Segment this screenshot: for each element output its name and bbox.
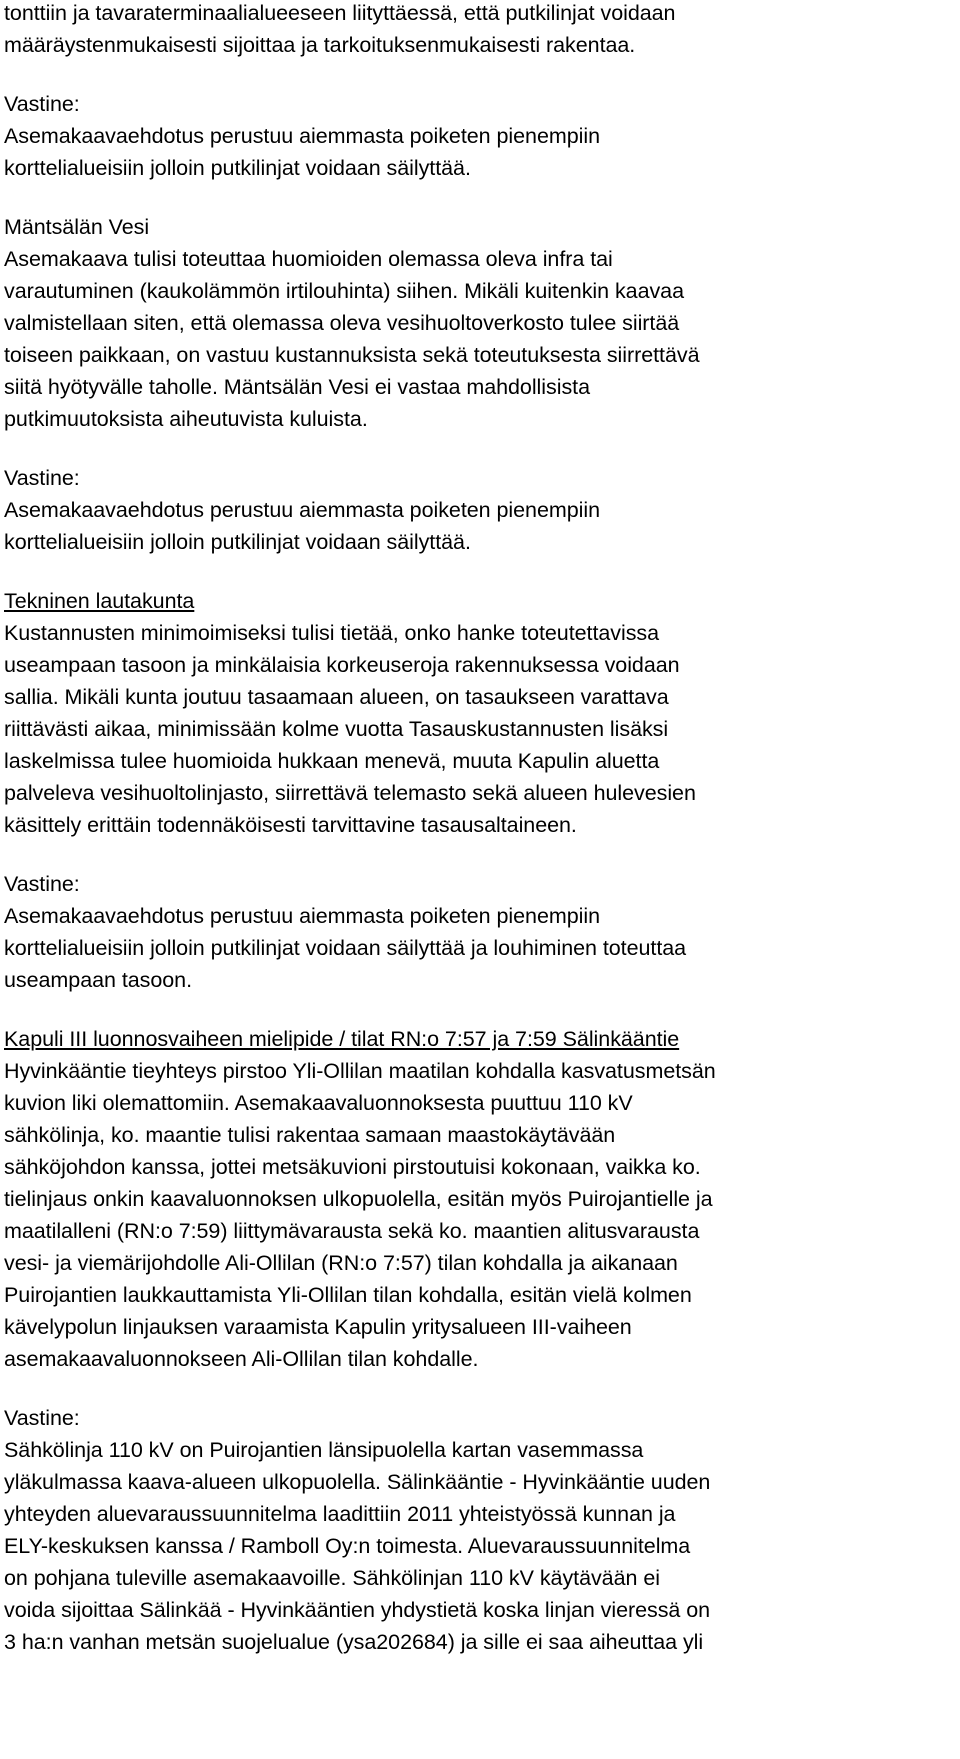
text-line: sallia. Mikäli kunta joutuu tasaamaan alueen, on tasaukseen varattava [4,685,669,709]
text-line: sähkölinja, ko. maantie tulisi rakentaa samaan maastokäytävään [4,1123,616,1147]
text-line: käsittely erittäin todennäköisesti tarvittavine tasausaltaineen. [4,813,577,837]
text-line: siitä hyötyvälle taholle. Mäntsälän Vesi ei vastaa mahdollisista [4,375,590,399]
section-heading: Tekninen lautakunta [4,589,195,613]
text-line: korttelialueisiin jolloin putkilinjat voidaan säilyttää. [4,530,471,554]
text-line: putkimuutoksista aiheutuvista kuluista. [4,407,368,431]
text-line: riittävästi aikaa, minimissään kolme vuotta Tasauskustannusten lisäksi [4,717,669,741]
statement-tekninen-lautakunta [4,585,956,841]
reply-paragraph [4,868,956,996]
text-line: voida sijoittaa Sälinkää - Hyvinkääntien yhdystietä koska linjan vieressä on [4,1598,711,1622]
text-line: asemakaavaluonnokseen Ali-Ollilan tilan kohdalle. [4,1347,479,1371]
text-line: useampaan tasoon ja minkälaisia korkeuseroja rakennuksessa voidaan [4,653,680,677]
document-page [4,0,956,1658]
section-heading: Mäntsälän Vesi [4,215,150,239]
statement-kapuli-iii [4,1023,956,1375]
paragraph-gap [4,1375,956,1402]
text-line: tielinjaus onkin kaavaluonnoksen ulkopuolella, esitän myös Puirojantielle ja [4,1187,713,1211]
reply-label: Vastine: [4,1406,80,1430]
reply-label: Vastine: [4,872,80,896]
text-line: Puirojantien laukkauttamista Yli-Ollilan tilan kohdalla, esitän vielä kolmen [4,1283,692,1307]
text-line: 3 ha:n vanhan metsän suojelualue (ysa202684) ja sille ei saa aiheuttaa yli [4,1630,704,1654]
text-line: kuvion liki olemattomiin. Asemakaavaluonnoksesta puuttuu 110 kV [4,1091,633,1115]
reply-label: Vastine: [4,466,80,490]
text-line: ELY-keskuksen kanssa / Ramboll Oy:n toimesta. Aluevaraussuunnitelma [4,1534,691,1558]
text-line: Asemakaava tulisi toteuttaa huomioiden olemassa oleva infra tai [4,247,613,271]
reply-paragraph [4,1402,956,1658]
paragraph-gap [4,435,956,462]
intro-paragraph [4,0,956,61]
text-line: määräystenmukaisesti sijoittaa ja tarkoituksenmukaisesti rakentaa. [4,33,636,57]
text-line: Hyvinkääntie tieyhteys pirstoo Yli-Ollilan maatilan kohdalla kasvatusmetsän [4,1059,716,1083]
text-line: varautuminen (kaukolämmön irtilouhinta) siihen. Mikäli kuitenkin kaavaa [4,279,684,303]
paragraph-gap [4,841,956,868]
text-line: Asemakaavaehdotus perustuu aiemmasta poiketen pienempiin [4,124,600,148]
text-line: on pohjana tuleville asemakaavoille. Sähkölinjan 110 kV käytävään ei [4,1566,660,1590]
text-line: yläkulmassa kaava-alueen ulkopuolella. Sälinkääntie - Hyvinkääntie uuden [4,1470,711,1494]
text-line: maatilalleni (RN:o 7:59) liittymävarausta sekä ko. maantien alitusvarausta [4,1219,700,1243]
text-line: Asemakaavaehdotus perustuu aiemmasta poiketen pienempiin [4,498,600,522]
paragraph-gap [4,184,956,211]
reply-label: Vastine: [4,92,80,116]
text-line: palveleva vesihuoltolinjasto, siirrettävä telemasto sekä alueen hulevesien [4,781,696,805]
text-line: yhteyden aluevaraussuunnitelma laadittiin 2011 yhteistyössä kunnan ja [4,1502,676,1526]
statement-mantsalan-vesi [4,211,956,435]
section-heading: Kapuli III luonnosvaiheen mielipide / tilat RN:o 7:57 ja 7:59 Sälinkääntie [4,1027,680,1051]
text-line: toiseen paikkaan, on vastuu kustannuksista sekä toteutuksesta siirrettävä [4,343,700,367]
text-line: kävelypolun linjauksen varaamista Kapulin yritysalueen III-vaiheen [4,1315,632,1339]
text-line: tonttiin ja tavaraterminaalialueeseen liityttäessä, että putkilinjat voidaan [4,1,676,25]
paragraph-gap [4,996,956,1023]
text-line: useampaan tasoon. [4,968,193,992]
text-line: vesi- ja viemärijohdolle Ali-Ollilan (RN:o 7:57) tilan kohdalla ja aikanaan [4,1251,678,1275]
text-line: Asemakaavaehdotus perustuu aiemmasta poiketen pienempiin [4,904,600,928]
text-line: valmistellaan siten, että olemassa oleva vesihuoltoverkosto tulee siirtää [4,311,680,335]
paragraph-gap [4,558,956,585]
text-line: laskelmissa tulee huomioida hukkaan menevä, muuta Kapulin aluetta [4,749,660,773]
text-line: korttelialueisiin jolloin putkilinjat voidaan säilyttää ja louhiminen toteuttaa [4,936,687,960]
reply-paragraph [4,462,956,558]
text-line: korttelialueisiin jolloin putkilinjat voidaan säilyttää. [4,156,471,180]
text-line: sähköjohdon kanssa, jottei metsäkuvioni pirstoutuisi kokonaan, vaikka ko. [4,1155,701,1179]
paragraph-gap [4,61,956,88]
text-line: Sähkölinja 110 kV on Puirojantien länsipuolella kartan vasemmassa [4,1438,644,1462]
reply-paragraph [4,88,956,184]
text-line: Kustannusten minimoimiseksi tulisi tietää, onko hanke toteutettavissa [4,621,660,645]
